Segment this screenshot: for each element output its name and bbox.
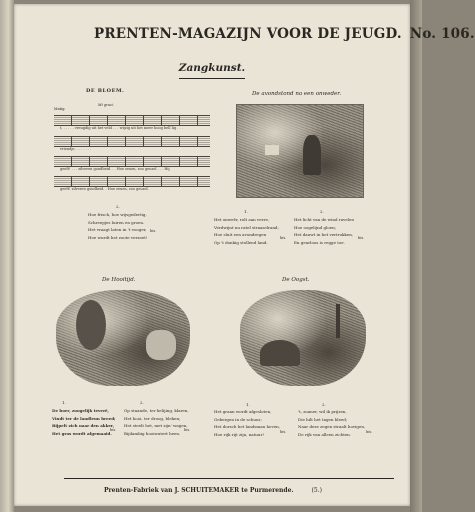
sheaves bbox=[260, 340, 300, 366]
music-lyric: t, . . . . . vreugdig uit het veld . . . wijzig uit het meer hoog bell lig . . . bbox=[60, 126, 183, 130]
section-subtitle: Zangkunst. bbox=[178, 62, 246, 74]
verse-line: Het steelt het, met zijn' wagen, bbox=[124, 423, 188, 429]
staff bbox=[54, 176, 210, 187]
page-number: (5.) bbox=[311, 487, 322, 494]
verse-line: Op 't donkig stollend land. bbox=[214, 239, 268, 245]
staff bbox=[54, 136, 210, 147]
footer-rule bbox=[64, 478, 394, 479]
verse-number: 1. bbox=[246, 402, 250, 407]
verse-line: Het hooi, ter droog, bleken; bbox=[124, 415, 181, 421]
verse-text bbox=[214, 216, 279, 246]
subtitle-rule bbox=[179, 78, 245, 79]
verse-number: 1. bbox=[62, 400, 66, 405]
verse-line: Het vraagt laten in 't vooger, bbox=[88, 227, 147, 233]
staff bbox=[54, 156, 210, 167]
verse-number: 2. bbox=[140, 400, 144, 405]
publisher-imprint: Prenten-Fabriek van J. SCHUITEMAKER te Purmerende. bbox=[104, 487, 294, 494]
sheet-music bbox=[54, 107, 210, 195]
voice-label: Mi grazi. bbox=[98, 103, 114, 107]
verse-line: En geurloos is regge toe. bbox=[294, 239, 345, 245]
verse-line: 't, zoaner, wil ik prijzen, bbox=[298, 409, 347, 414]
verse-line: Hoe rijk rijt zijn, natuur! bbox=[214, 431, 264, 437]
verse-line: Het graan wordt afgesloten, bbox=[214, 409, 272, 414]
engraving-storm bbox=[236, 104, 364, 198]
verse-line: Die hilt het tagen bleed; bbox=[298, 416, 348, 422]
windmill bbox=[336, 304, 340, 338]
verse-line: Hoe oogelijnd gloen; bbox=[294, 224, 337, 230]
verse-line: Op staande, ter belijing, klaren, bbox=[124, 408, 189, 413]
repeat-mark: bis. bbox=[110, 428, 117, 432]
title-text: PRENTEN-MAGAZIJN VOOR DE JEUGD. bbox=[94, 26, 402, 42]
house bbox=[265, 145, 279, 155]
verse-line: Bijdambig hooiwatert heen. bbox=[124, 430, 181, 436]
tempo-marking: Matig. bbox=[54, 107, 66, 111]
repeat-mark: bis. bbox=[280, 236, 287, 240]
verse-text bbox=[294, 216, 354, 246]
verse-line: Hoe sluit een avondregen bbox=[214, 232, 267, 238]
repeat-mark: bis. bbox=[366, 430, 373, 434]
repeat-mark: bis. bbox=[358, 236, 365, 240]
music-lyric: geeft! zilveren goudbeid. . Hoe zeuen, zoo geuzel. bbox=[60, 187, 149, 191]
figure bbox=[303, 135, 321, 175]
verse-number: 1. bbox=[244, 209, 248, 214]
engraving-harvest bbox=[240, 290, 366, 386]
page-edge bbox=[410, 0, 422, 512]
verse-line: De boer, zoogelijk tevreê, bbox=[52, 408, 109, 413]
verse-line: Naar deze zegen straalt hovigen, bbox=[298, 424, 366, 430]
song-title-bloem: DE BLOEM. bbox=[86, 88, 125, 94]
verse-text bbox=[298, 408, 365, 438]
panel-caption: De Hooitijd. bbox=[102, 277, 136, 283]
page-footer bbox=[104, 487, 322, 494]
verse-line: Het onweêr, rolt aan verre, bbox=[214, 217, 270, 222]
verse-line: Verdwijnt nu ratel straaselrand; bbox=[214, 224, 279, 230]
verse-line: De rijk van alleen zichten. bbox=[298, 431, 352, 437]
repeat-mark: bis. bbox=[150, 229, 157, 233]
engraving-haying bbox=[56, 290, 190, 386]
verse-line: Het dauwt in het vertrokken, bbox=[294, 232, 354, 238]
cart bbox=[146, 330, 176, 360]
print-sheet bbox=[14, 4, 475, 506]
issue-number: No. 106. bbox=[409, 26, 475, 42]
verse-line: Het gras wordt afgemaaid. bbox=[52, 430, 112, 436]
verse-line: Bijpelt zich naar den akker, bbox=[52, 423, 115, 429]
verse-number: 2. bbox=[116, 204, 120, 209]
music-lyric: vriendje, . . . . . . . bbox=[60, 147, 92, 151]
verse-text bbox=[214, 408, 280, 438]
panel-caption: De Oogst. bbox=[282, 277, 310, 283]
verse-line: Gebergen in de schuur; bbox=[214, 416, 262, 422]
page-title bbox=[94, 26, 475, 42]
verse-line: Schreepjes luiren en groen. bbox=[88, 219, 145, 225]
repeat-mark: bis. bbox=[184, 428, 191, 432]
haystack bbox=[76, 300, 106, 350]
verse-line: Vindt ter de landleun breed; bbox=[52, 415, 116, 421]
verse-line: Het dorsch het landsman hoven, bbox=[214, 424, 280, 430]
verse-text bbox=[88, 211, 148, 241]
verse-line: Het licht van de wind ravelen bbox=[294, 217, 354, 222]
verse-text bbox=[124, 407, 189, 437]
verse-line: Hoe frisch, hoe wijsgedertig, bbox=[88, 212, 147, 217]
repeat-mark: bis. bbox=[280, 430, 287, 434]
book-spine bbox=[0, 0, 14, 512]
panel-caption: De avondstond na een onweder. bbox=[252, 91, 342, 97]
music-lyric: geeft! . . . zilveren goudbeid. . . Hoe zeuen, zoo geuzel . . . Hij bbox=[60, 167, 170, 171]
verse-number: 2. bbox=[320, 209, 324, 214]
verse-number: 2. bbox=[322, 402, 326, 407]
verse-line: Hoe wurdt het zoote verzoet! bbox=[88, 234, 148, 240]
staff bbox=[54, 115, 210, 126]
verse-text bbox=[52, 407, 115, 437]
